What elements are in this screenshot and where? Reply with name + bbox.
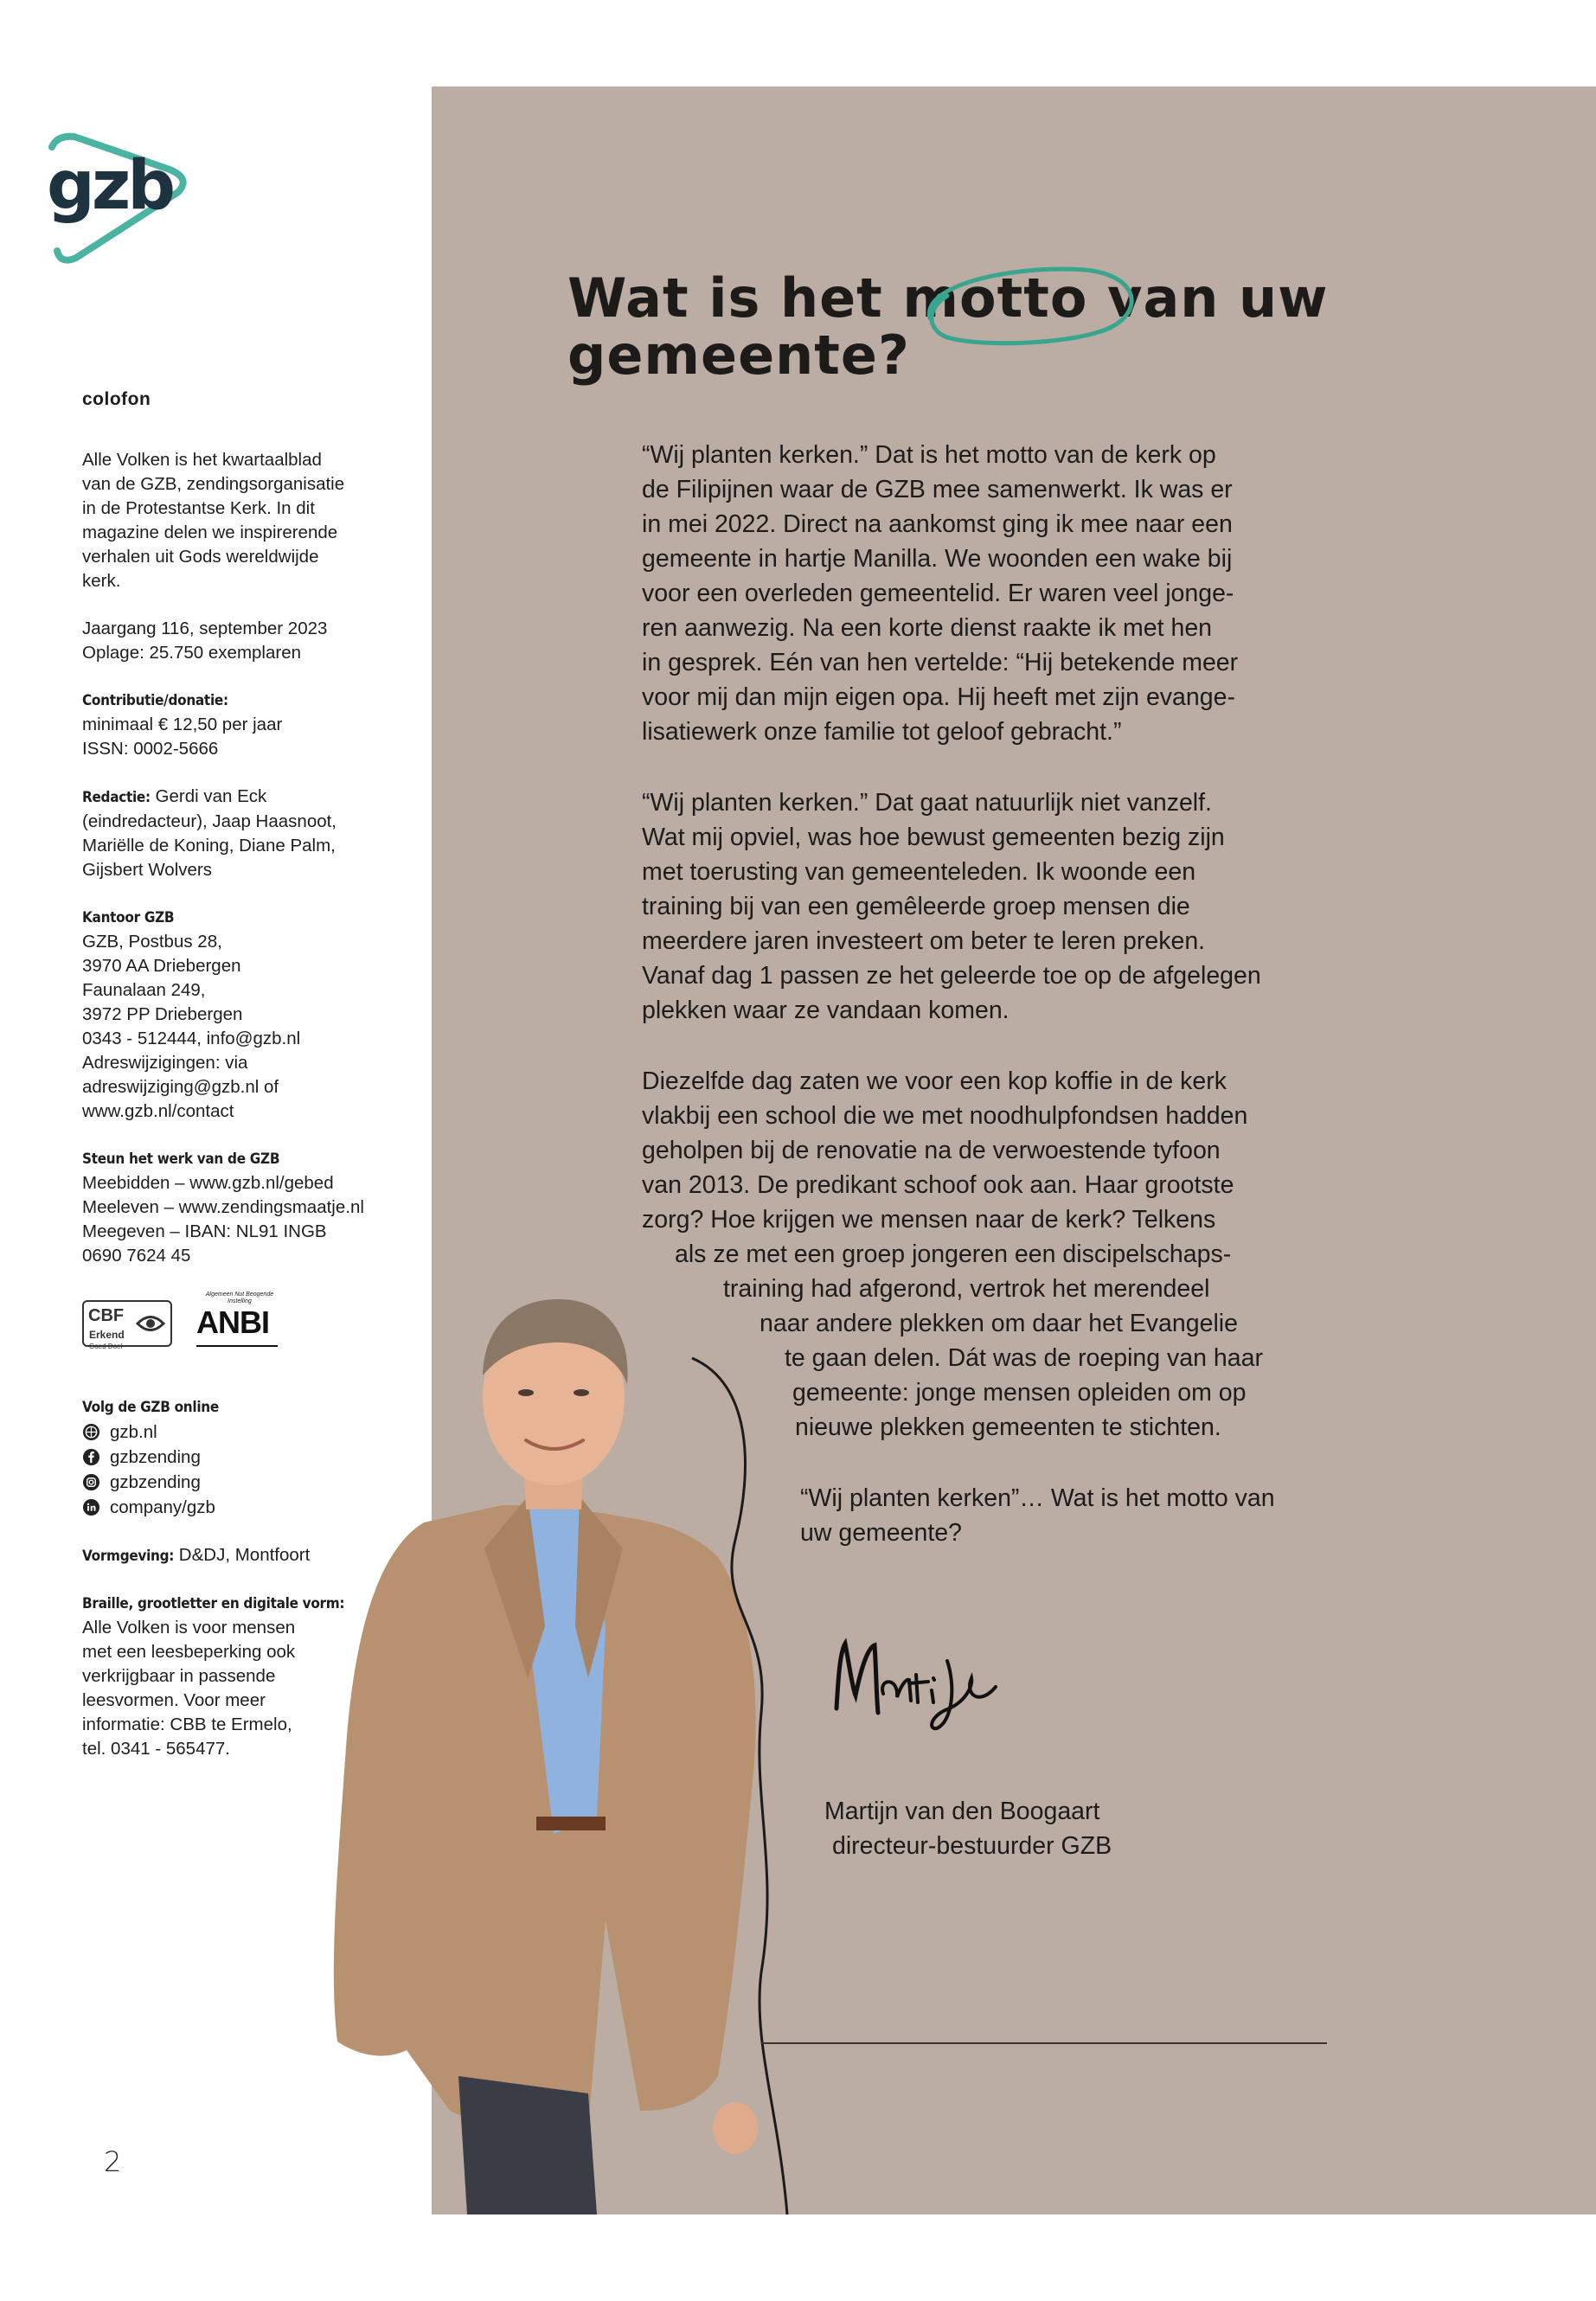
logo-text: gzb [47,147,173,225]
jaargang-line: Jaargang 116, september 2023 [82,619,328,638]
text-line: met toerusting van gemeenteleden. Ik woonde een [642,858,1196,886]
author-block [824,1794,1112,1863]
cbf-eye-icon [136,1311,165,1336]
braille-line: tel. 0341 - 565477. [82,1739,230,1759]
intro-line: in de Protestantse Kerk. In dit [82,498,315,518]
social-instagram-text: gzbzending [110,1471,201,1492]
colofon-redactie [82,785,381,882]
cbf-title: CBF [88,1306,125,1325]
text-line: van 2013. De predikant schoof ook aan. Haar grootste [642,1171,1234,1199]
headline-line-1: Wat is het motto van uw [567,266,1329,330]
colofon-intro [82,448,381,593]
redactie-line: Gijsbert Wolvers [82,860,212,880]
braille-line: met een leesbeperking ook [82,1642,296,1662]
intro-line: verhalen uit Gods wereldwijde [82,547,319,567]
decorative-curve [683,1349,839,2214]
paragraph-3 [642,1064,1263,1445]
cbf-badge [82,1300,172,1350]
text-line: ren aanwezig. Na een korte dienst raakte ik met hen [642,614,1213,642]
kantoor-line: 0343 - 512444, info@gzb.nl [82,1029,301,1048]
text-line: training bij van een gemêleerde groep mensen die [642,893,1190,920]
steun-line: Meegeven – IBAN: NL91 INGB [82,1221,327,1241]
kantoor-line: www.gzb.nl/contact [82,1101,234,1121]
anbi-bar [196,1345,278,1347]
redactie-line: Mariëlle de Koning, Diane Palm, [82,836,336,856]
page-number: 2 [104,2145,122,2178]
text-line: Vanaf dag 1 passen ze het geleerde toe op de afgelegen [642,962,1261,990]
vormgeving-label: Vormgeving: [82,1548,175,1565]
text-line: als ze met een groep jongeren een discipelschaps- [675,1240,1232,1268]
author-name: Martijn van den Boogaart [824,1798,1100,1825]
kantoor-label: Kantoor GZB [82,909,175,926]
gzb-logo [40,130,194,268]
redactie-line: (eindredacteur), Jaap Haasnoot, [82,811,337,831]
text-line: in gesprek. Eén van hen vertelde: “Hij betekende meer [642,649,1239,676]
cbf-line2: Goed Doel [89,1343,123,1350]
anbi-small: Algemeen Nut Beogende Instelling [205,1292,274,1304]
text-line: Diezelfde dag zaten we voor een kop koffie in de kerk [642,1067,1227,1095]
braille-line: leesvormen. Voor meer [82,1690,266,1710]
text-line: meerdere jaren investeert om beter te leren preken. [642,927,1206,955]
cbf-line1: Erkend [89,1329,125,1341]
social-website-text: gzb.nl [110,1421,157,1442]
headline-line-2: gemeente? [567,324,910,387]
braille-label: Braille, grootletter en digitale vorm: [82,1595,345,1612]
colofon-kantoor [82,906,381,1124]
vormgeving-text: D&DJ, Montfoort [174,1545,311,1565]
text-line: uw gemeente? [800,1519,962,1547]
text-line: lisatiewerk onze familie tot geloof gebracht.” [642,718,1122,746]
steun-line: Meeleven – www.zendingsmaatje.nl [82,1197,364,1217]
linkedin-icon [82,1498,100,1516]
social-facebook-text: gzbzending [110,1446,201,1467]
contributie-label: Contributie/donatie: [82,692,228,709]
divider [761,2042,1327,2044]
kantoor-line: Adreswijzigingen: via [82,1053,248,1073]
text-line: de Filipijnen waar de GZB mee samenwerkt. Ik was er [642,476,1233,503]
text-line: te gaan delen. Dát was de roeping van haar [785,1344,1263,1372]
contributie-line: minimaal € 12,50 per jaar [82,715,283,734]
signature [826,1626,1016,1739]
braille-line: verkrijgbaar in passende [82,1666,276,1686]
redactie-first: Gerdi van Eck [150,786,267,806]
highlight-oval [913,258,1146,353]
kantoor-line: 3972 PP Driebergen [82,1004,243,1024]
colofon-title: colofon [82,389,151,409]
volg-label: Volg de GZB online [82,1399,219,1416]
intro-line: magazine delen we inspirerende [82,522,338,542]
steun-line: Meebidden – www.gzb.nl/gebed [82,1173,334,1193]
steun-line: 0690 7624 45 [82,1246,191,1266]
colofon-jaargang [82,617,381,665]
text-line: plekken waar ze vandaan komen. [642,997,1010,1024]
braille-line: informatie: CBB te Ermelo, [82,1715,292,1734]
text-line: “Wij planten kerken.” Dat is het motto van de kerk op [642,441,1216,469]
text-line: Wat mij opviel, was hoe bewust gemeenten bezig zijn [642,824,1225,851]
kantoor-line: GZB, Postbus 28, [82,932,222,952]
text-line: voor mij dan mijn eigen opa. Hij heeft met zijn evange- [642,683,1235,711]
kantoor-line: Faunalaan 249, [82,980,206,1000]
kantoor-line: 3970 AA Driebergen [82,956,241,976]
text-line: “Wij planten kerken.” Dat gaat natuurlijk niet vanzelf. [642,789,1212,817]
redactie-label: Redactie: [82,789,151,806]
facebook-icon [82,1448,100,1466]
text-line: voor een overleden gemeentelid. Er waren veel jonge- [642,580,1234,607]
text-line: training had afgerond, vertrok het merendeel [723,1275,1210,1303]
colofon-steun [82,1147,381,1268]
anbi-title: ANBI [196,1304,269,1340]
text-line: vlakbij een school die we met noodhulpfondsen hadden [642,1102,1248,1130]
intro-line: kerk. [82,571,121,591]
steun-label: Steun het werk van de GZB [82,1150,280,1168]
author-role: directeur-bestuurder GZB [832,1832,1112,1860]
social-linkedin-text: company/gzb [110,1497,215,1517]
colofon-contributie [82,689,381,761]
text-line: gemeente in hartje Manilla. We woonden een wake bij [642,545,1233,573]
paragraph-4 [800,1481,1275,1550]
text-line: zorg? Hoe krijgen we mensen naar de kerk? Telkens [642,1206,1216,1234]
text-line: geholpen bij de renovatie na de verwoestende tyfoon [642,1137,1221,1164]
kantoor-line: adreswijziging@gzb.nl of [82,1077,279,1097]
text-line: gemeente: jonge mensen opleiden om op [792,1379,1247,1407]
issn-line: ISSN: 0002-5666 [82,739,219,759]
globe-icon [82,1423,100,1441]
text-line: naar andere plekken om daar het Evangelie [760,1310,1238,1337]
paragraph-2 [642,785,1261,1028]
anbi-badge [196,1292,283,1347]
intro-line: Alle Volken is het kwartaalblad [82,450,322,470]
braille-line: Alle Volken is voor mensen [82,1618,296,1638]
text-line: in mei 2022. Direct na aankomst ging ik mee naar een [642,510,1233,538]
oplage-line: Oplage: 25.750 exemplaren [82,643,302,663]
intro-line: van de GZB, zendingsorganisatie [82,474,345,494]
text-line: “Wij planten kerken”… Wat is het motto van [800,1484,1275,1512]
instagram-icon [82,1473,100,1491]
paragraph-1 [642,438,1238,749]
text-line: nieuwe plekken gemeenten te stichten. [795,1413,1221,1441]
